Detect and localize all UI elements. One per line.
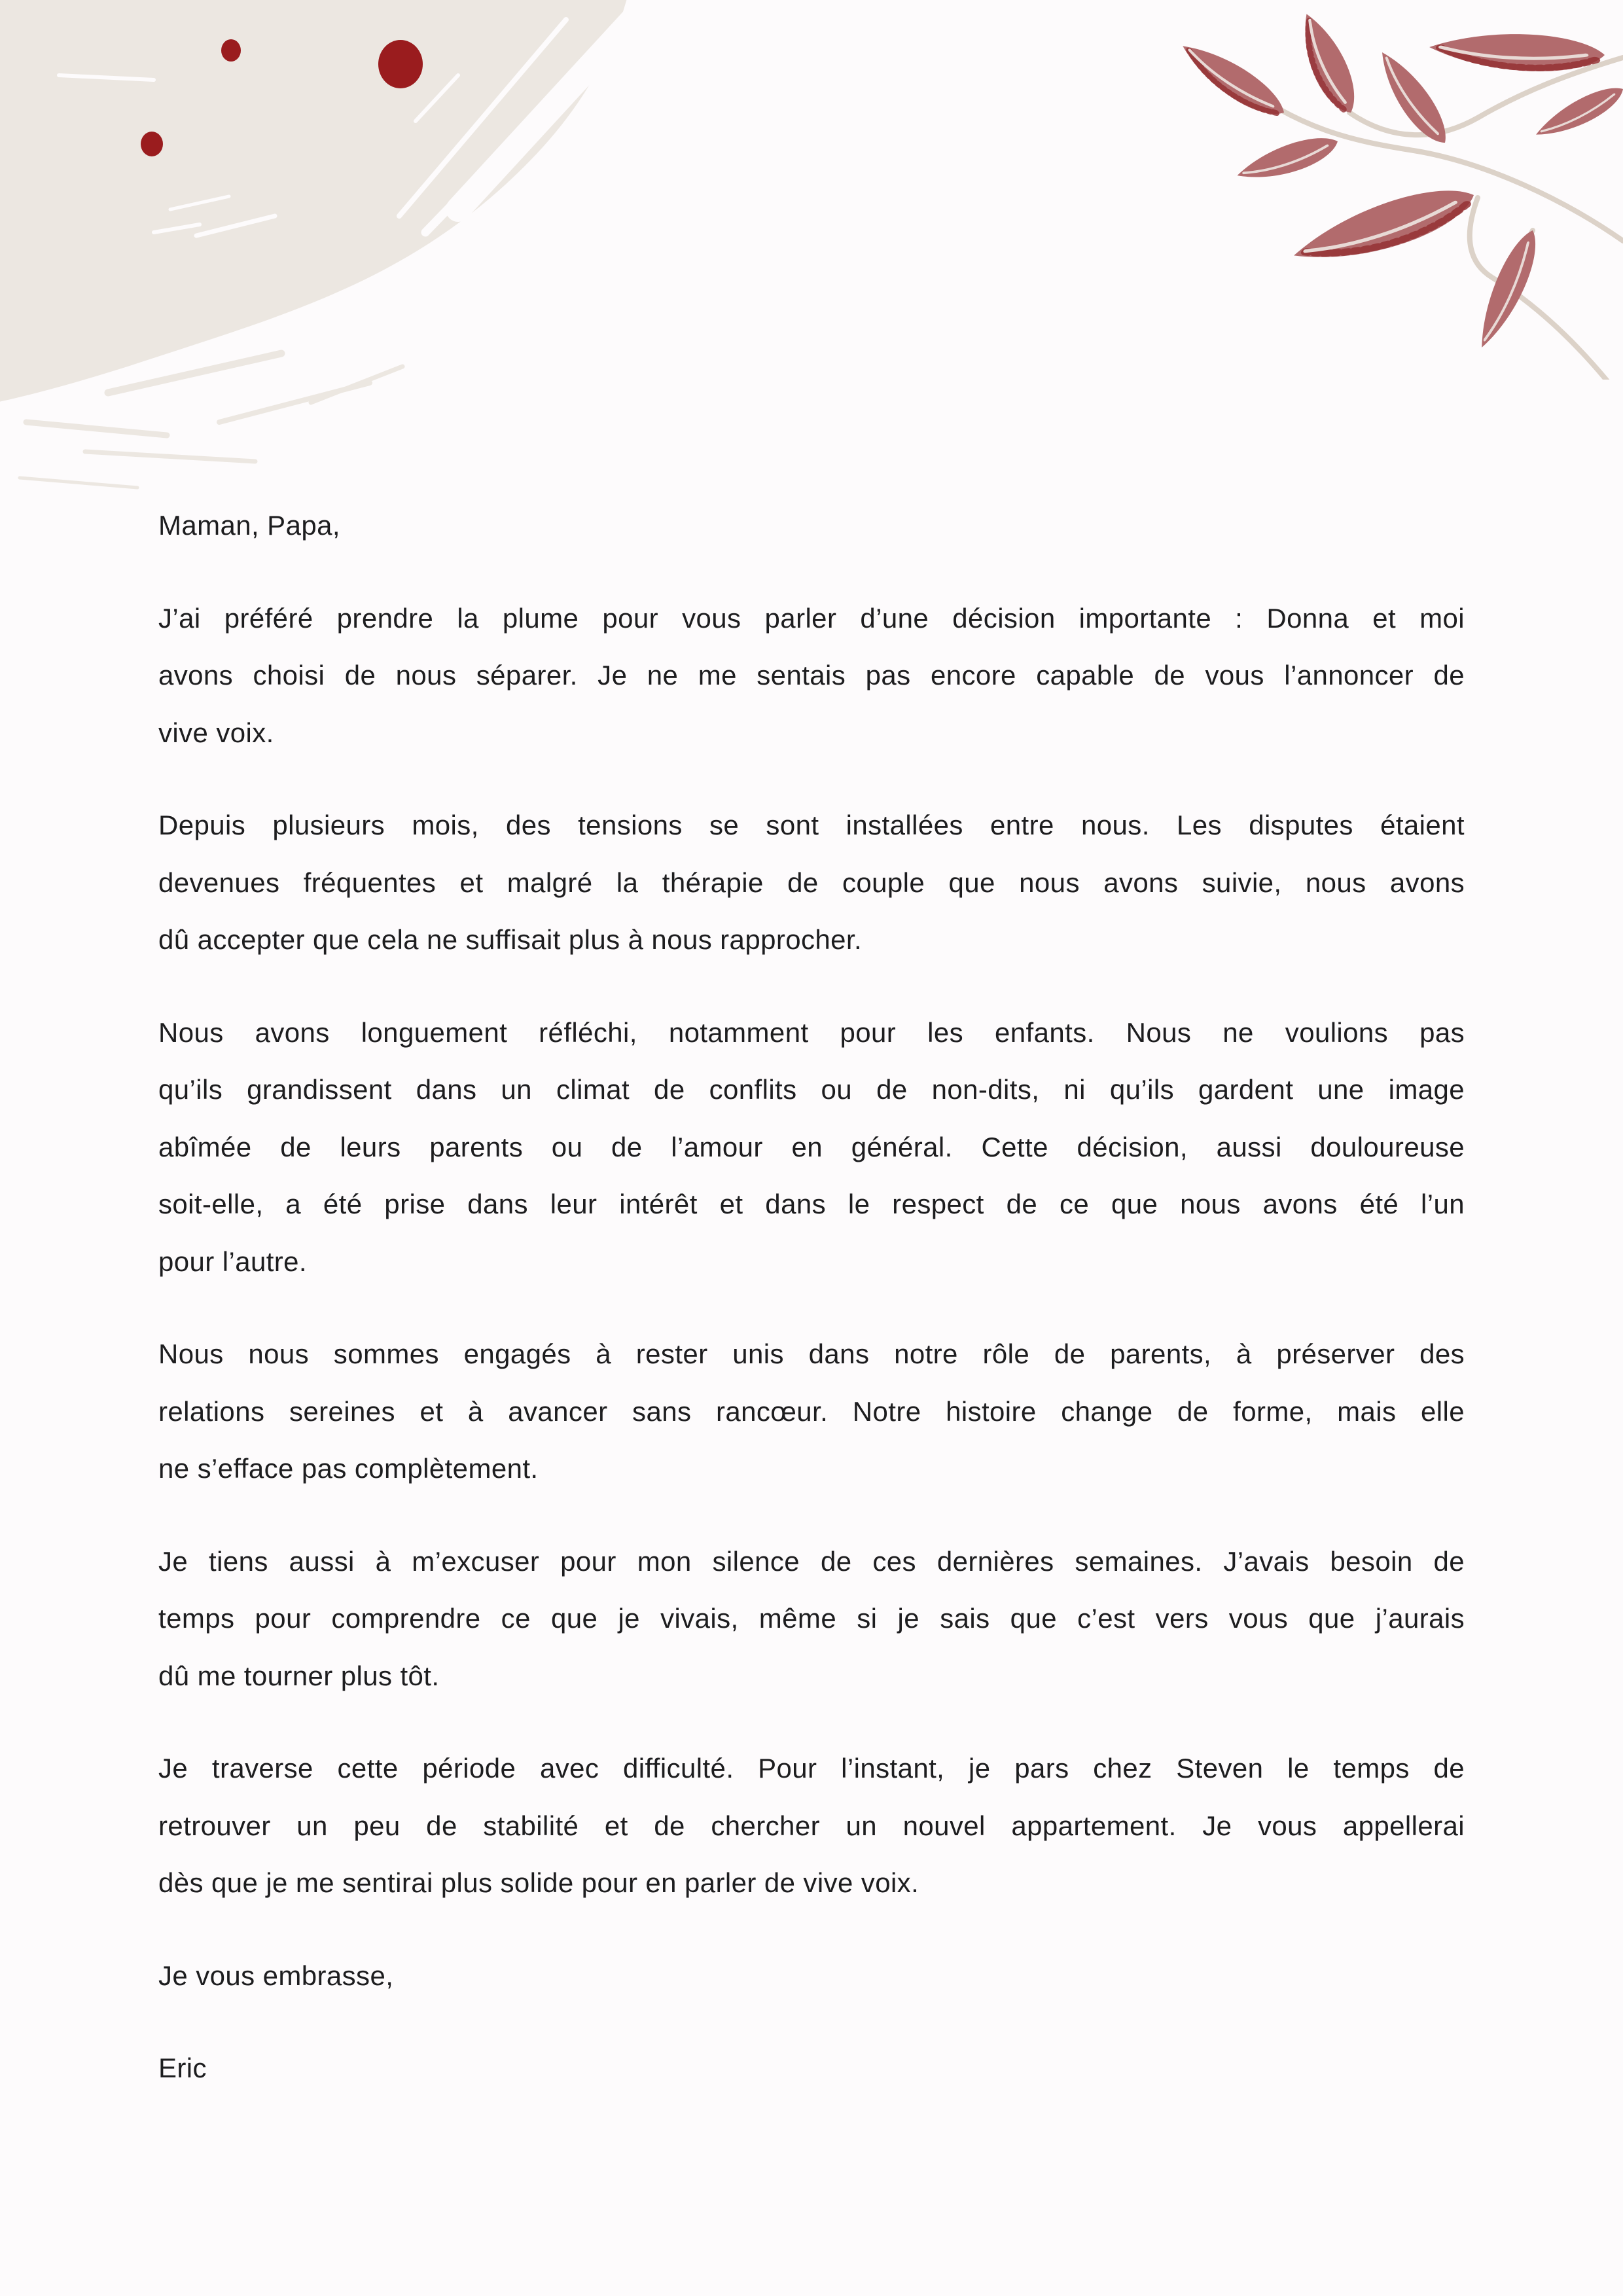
letter-line: vive voix. bbox=[158, 717, 274, 748]
letter-line: Nous avons longuement réfléchi, notamment pour les enfants. Nous ne voulions pas bbox=[158, 1016, 1465, 1048]
letter-line: devenues fréquentes et malgré la thérapie de couple que nous avons suivie, nous avons bbox=[158, 867, 1465, 898]
leaf bbox=[1370, 44, 1455, 152]
letter-line: Depuis plusieurs mois, des tensions se sont installées entre nous. Les disputes étaient bbox=[158, 810, 1465, 840]
stem bbox=[1505, 230, 1533, 281]
leaf bbox=[1233, 130, 1342, 188]
letter-line: soit-elle, a été prise dans leur intérêt et dans le respect de ce que nous avons été l’un bbox=[158, 1189, 1465, 1219]
letter-line: dès que je me sentirai plus solide pour en parler de vive voix. bbox=[158, 1867, 919, 1898]
signature: Eric bbox=[158, 2053, 207, 2083]
stem bbox=[1232, 77, 1623, 241]
paint-dot bbox=[141, 132, 163, 156]
salutation: Maman, Papa, bbox=[158, 510, 340, 541]
letter-line: J’ai préféré prendre la plume pour vous parler d’une décision importante : Donna et moi bbox=[158, 602, 1465, 634]
paragraph bbox=[158, 590, 1465, 762]
leaf bbox=[1292, 7, 1364, 120]
branch-stems bbox=[1232, 58, 1623, 380]
letter-line: dû me tourner plus tôt. bbox=[158, 1660, 440, 1691]
leaf bbox=[1287, 177, 1482, 275]
letter-line: Je traverse cette période avec difficulté. Pour l’instant, je pars chez Steven le temps de bbox=[158, 1753, 1465, 1784]
stem bbox=[1470, 198, 1623, 380]
paint-dots bbox=[141, 39, 423, 156]
leaf-branch-decoration bbox=[1171, 0, 1623, 380]
paragraph bbox=[158, 1004, 1465, 1291]
letter-line: pour l’autre. bbox=[158, 1246, 307, 1277]
paragraph bbox=[158, 797, 1465, 969]
beige-brush-streaks bbox=[20, 353, 402, 488]
paint-dot bbox=[378, 40, 423, 88]
leaves bbox=[1175, 7, 1623, 353]
paragraph bbox=[158, 1533, 1465, 1705]
letter-line: retrouver un peu de stabilité et de chercher un nouvel appartement. Je vous appellerai bbox=[158, 1810, 1465, 1841]
paragraph bbox=[158, 1740, 1465, 1912]
letter-line: abîmée de leurs parents ou de l’amour en général. Cette décision, aussi douloureuse bbox=[158, 1131, 1465, 1162]
letter-line: dû accepter que cela ne suffisait plus à nous rapprocher. bbox=[158, 924, 863, 955]
letter-line: Nous nous sommes engagés à rester unis dans notre rôle de parents, à préserver des bbox=[158, 1338, 1465, 1369]
paint-dot bbox=[221, 39, 241, 62]
brush-blob-shape bbox=[0, 0, 632, 406]
leaf bbox=[1175, 33, 1291, 127]
closing: Je vous embrasse, bbox=[158, 1960, 394, 1991]
white-brush-streaks bbox=[59, 7, 661, 432]
letter-line: Je tiens aussi à m’excuser pour mon silence de ces dernières semaines. J’avais besoin de bbox=[158, 1545, 1465, 1577]
leaf bbox=[1428, 27, 1605, 77]
letter-line: avons choisi de nous séparer. Je ne me sentais pas encore capable de vous l’annoncer de bbox=[158, 660, 1465, 691]
letter-body bbox=[158, 497, 1465, 2132]
leaf bbox=[1468, 225, 1548, 353]
letter-line: relations sereines et à avancer sans rancœur. Notre histoire change de forme, mais elle bbox=[158, 1395, 1465, 1427]
stem bbox=[1349, 58, 1623, 135]
leaf bbox=[1531, 80, 1623, 145]
letter-line: qu’ils grandissent dans un climat de conflits ou de non-dits, ni qu’ils gardent une image bbox=[158, 1074, 1465, 1105]
letter-line: ne s’efface pas complètement. bbox=[158, 1453, 539, 1484]
letter-paragraphs bbox=[158, 590, 1465, 1912]
letter-line: temps pour comprendre ce que je vivais, même si je sais que c’est vers vous que j’aurais bbox=[158, 1603, 1465, 1634]
brush-blob-decoration bbox=[0, 0, 687, 537]
paragraph bbox=[158, 1325, 1465, 1498]
